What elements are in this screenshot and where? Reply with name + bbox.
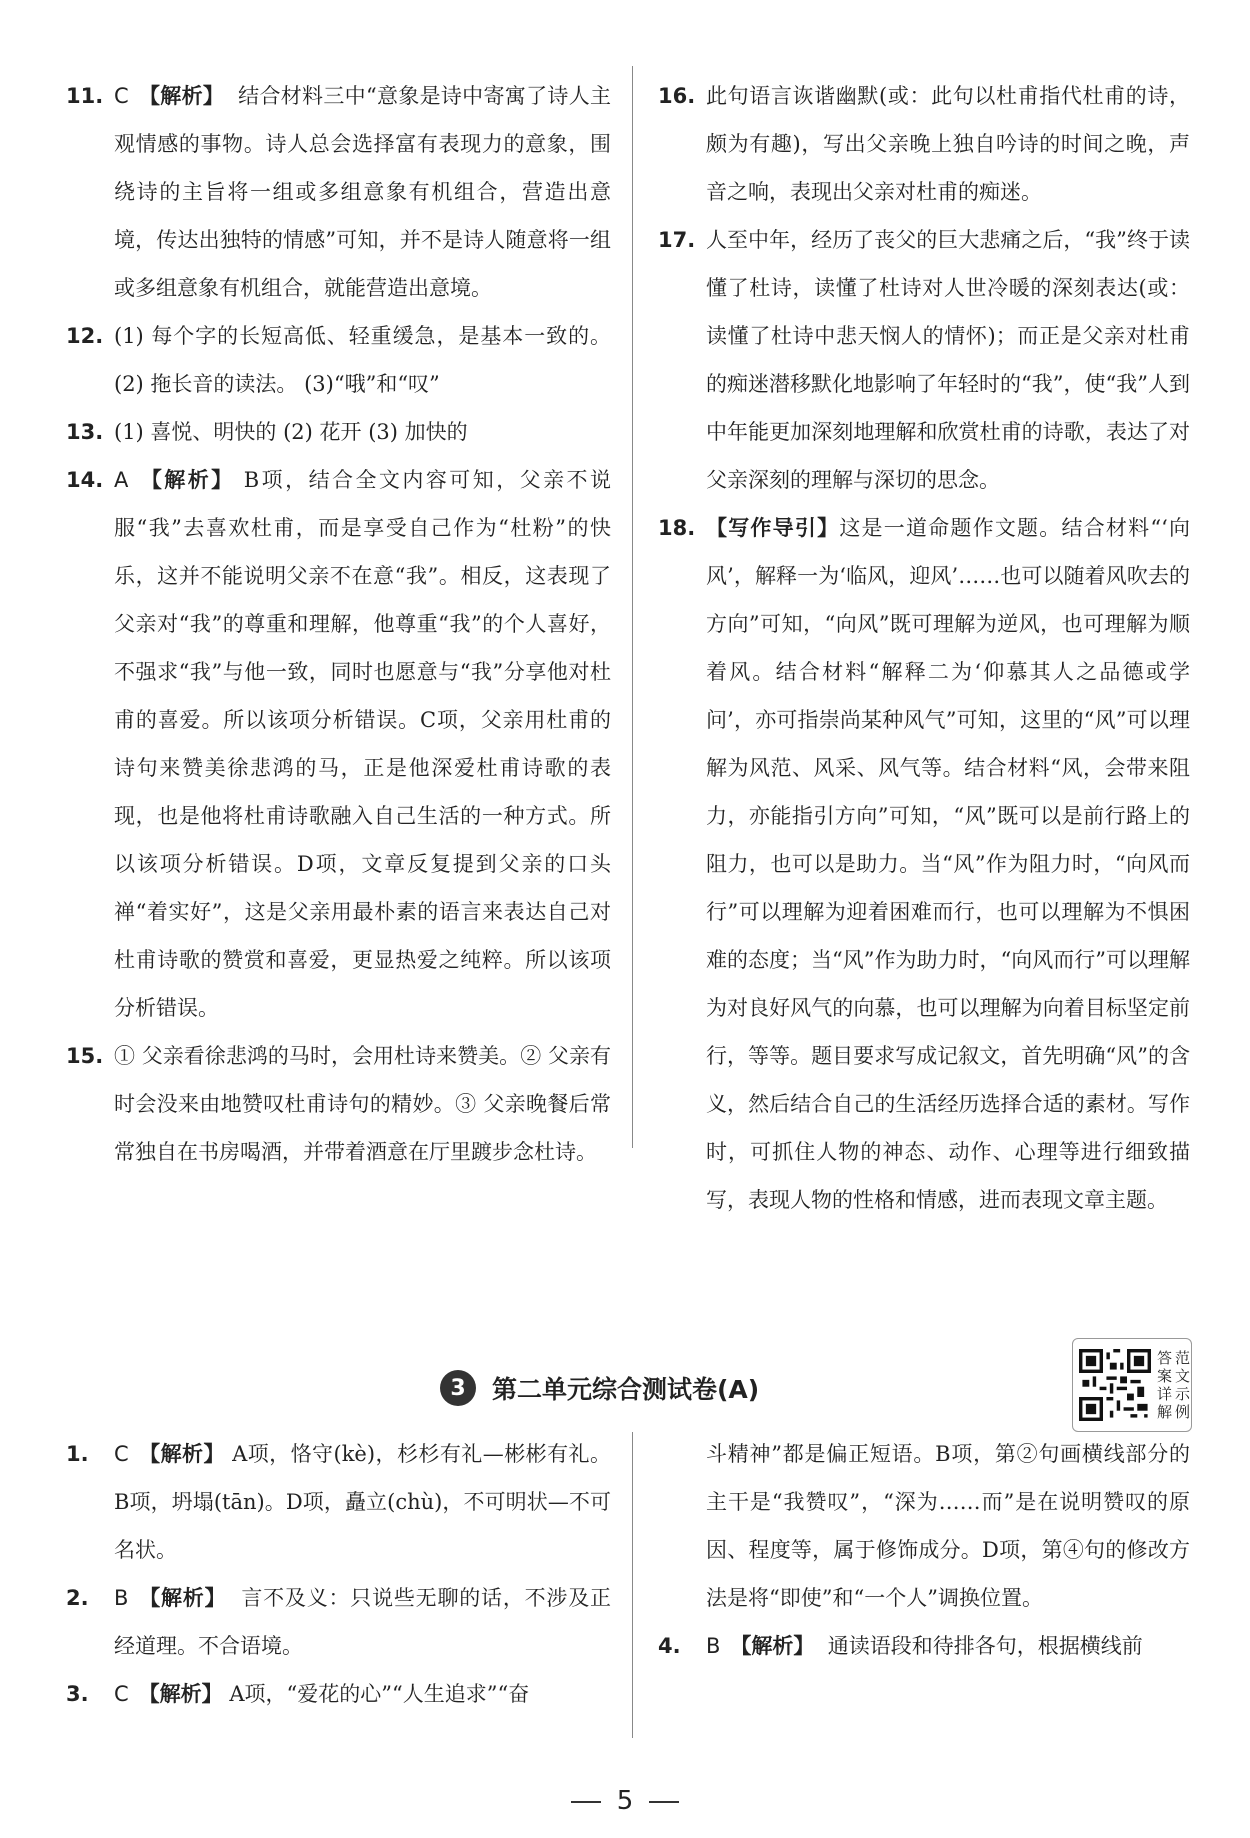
section-header xyxy=(440,1366,759,1410)
analysis-tag: 【解析】 xyxy=(138,1586,227,1610)
column-divider-bottom xyxy=(632,1432,633,1738)
right-column-bottom xyxy=(658,1430,1190,1670)
answer-2 xyxy=(66,1574,611,1670)
answer-text: 通读语段和待排各句，根据横线前 xyxy=(827,1634,1143,1658)
left-column-top xyxy=(66,72,611,1176)
answer-14 xyxy=(66,456,611,1032)
qr-label-char: 解 xyxy=(1157,1403,1173,1421)
analysis-tag: 【解析】 xyxy=(138,1442,225,1466)
writing-guide-tag: 【写作导引】 xyxy=(706,516,840,540)
answer-text: 结合材料三中“意象是诗中寄寓 xyxy=(238,84,527,108)
answer-text-rest: 了诗人主观情感的事物。诗人总会选择富有表现力的意象，围绕诗的主旨将一组或多组意象有机组合，营造出意境，传达出独特的情感”可知，并不是诗人随意将一组或多组意象有机组合，就能营造出意境。 xyxy=(114,84,611,300)
analysis-tag: 【解析】 xyxy=(730,1634,815,1658)
question-number: 13. xyxy=(66,420,104,444)
question-number: 3. xyxy=(66,1682,89,1706)
qr-label xyxy=(1157,1349,1191,1421)
question-number: 4. xyxy=(658,1634,681,1658)
answer-18 xyxy=(658,504,1190,1224)
qr-label-char: 示 xyxy=(1175,1385,1191,1403)
answer-11 xyxy=(66,72,611,312)
answer-4 xyxy=(658,1622,1190,1670)
qr-label-char: 文 xyxy=(1175,1367,1191,1385)
qr-label-char: 详 xyxy=(1157,1385,1173,1403)
analysis-tag: 【解析】 xyxy=(138,468,235,492)
question-number: 18. xyxy=(658,516,696,540)
answer-text: 言不及义：只说些无聊的话，不涉及正经道理。不合语境。 xyxy=(114,1586,612,1658)
answer-text: 此句语言诙谐幽默(或：此句以杜甫指代杜甫的诗，颇为有趣)，写出父亲晚上独自吟诗的时间之晚，声音之响，表现出父亲对杜甫的痴迷。 xyxy=(706,84,1190,204)
qr-label-char: 案 xyxy=(1157,1367,1173,1385)
question-number: 11. xyxy=(66,84,104,108)
page-footer xyxy=(0,1786,1250,1816)
answer-letter: B xyxy=(706,1634,721,1658)
section-title: 第二单元综合测试卷(A) xyxy=(492,1375,760,1404)
qr-label-char: 答 xyxy=(1157,1349,1173,1367)
question-number: 15. xyxy=(66,1044,104,1068)
answer-text: (1) 喜悦、明快的 (2) 花开 (3) 加快的 xyxy=(114,420,468,444)
answer-1 xyxy=(66,1430,611,1574)
answer-text: 这是一道命题作文题。结合材料“‘向风’，解释一为‘临风，迎风’……也可以随着风吹去的方向”可知，“向风”既可理解为逆风，也可理解为顺着风。结合材料“解释二为‘仰慕其人之品德或学问’，亦可指崇尚某种风气”可知，这里的“风”可以理解为风范、风采、风气等。结合材料“风，会带来阻力，亦能指引方向”可知，“风”既可以是前行路上的阻力，也可以是助力。当“风”作为阻力时，“向风而行”可以理解为迎着困难而行，也可以理解为不惧困难的态度；当“风”作为助力时，“向风而行”可以理解为对良好风气的向慕，也可以理解为向着目标坚定前行，等等。题目要求写成记叙文，首先明确“风”的含义，然后结合自己的生活经历选择合适的素材。写作时，可抓住人物的神态、动作、心理等进行细致描写，表现人物的性格和情感，进而表现文章主题。 xyxy=(706,516,1190,1212)
answer-text: B项，结合全文内容可知，父亲不说服“我”去喜欢杜甫，而是享受自己作为“杜粉”的快乐，这并不能说明父亲不在意“我”。相反，这表现了父亲对“我”的尊重和理解，他尊重“我”的个人喜好，不强求“我”与他一致，同时也愿意与“我”分享他对杜甫的喜爱。所以该项分析错误。C项，父亲用杜甫的诗句来赞美徐悲鸿的马，正是他深爱杜甫诗歌的表现，也是他将杜甫诗歌融入自己生活的一种方式。所以该项分析错误。D项，文章反复提到父亲的口头禅“着实好”，这是父亲用最朴素的语言来表达自己对杜甫诗歌的赞赏和喜爱，更显热爱之纯粹。所以该项分析错误。 xyxy=(114,468,611,1020)
column-divider-top xyxy=(632,66,633,1148)
answer-text: A项，“爱花的心”“人生追求”“奋 xyxy=(229,1682,530,1706)
qr-label-char: 范 xyxy=(1175,1349,1191,1367)
footer-dash-left xyxy=(571,1801,601,1803)
page-number: 5 xyxy=(616,1786,634,1816)
answer-text: A项，恪守(kè)，杉杉有礼—彬彬有礼。B项，坍塌(tān)。D项，矗立(chù)，不可明状—不可名状。 xyxy=(114,1442,612,1562)
question-number: 17. xyxy=(658,228,696,252)
qr-label-char: 例 xyxy=(1175,1403,1191,1421)
footer-dash-right xyxy=(649,1801,679,1803)
question-number: 2. xyxy=(66,1586,89,1610)
answer-letter: A xyxy=(114,468,129,492)
section-number-badge: 3 xyxy=(440,1370,476,1406)
answer-text: (1) 每个字的长短高低、轻重缓急，是基本一致的。 (2) 拖长音的读法。 (3)“哦”和“叹” xyxy=(114,324,611,396)
question-number: 12. xyxy=(66,324,104,348)
answer-15 xyxy=(66,1032,611,1176)
answer-3-continued: 斗精神”都是偏正短语。B项，第②句画横线部分的主干是“我赞叹”，“深为……而”是在说明赞叹的原因、程度等，属于修饰成分。D项，第④句的修改方法是将“即使”和“一个人”调换位置。 xyxy=(706,1442,1190,1610)
question-number: 1. xyxy=(66,1442,89,1466)
answer-16 xyxy=(658,72,1190,216)
answer-text: ① 父亲看徐悲鸿的马时，会用杜诗来赞美。② 父亲有时会没来由地赞叹杜甫诗句的精妙。③ 父亲晚餐后常常独自在书房喝酒，并带着酒意在厅里踱步念杜诗。 xyxy=(114,1044,611,1164)
answer-letter: C xyxy=(114,84,129,108)
answer-letter: C xyxy=(114,1682,129,1706)
question-number: 16. xyxy=(658,84,696,108)
answer-text: 人至中年，经历了丧父的巨大悲痛之后，“我”终于读懂了杜诗，读懂了杜诗对人世冷暖的深刻表达(或：读懂了杜诗中悲天悯人的情怀)；而正是父亲对杜甫的痴迷潜移默化地影响了年轻时的“我”，使“我”人到中年能更加深刻地理解和欣赏杜甫的诗歌，表达了对父亲深刻的理解与深切的思念。 xyxy=(706,228,1190,492)
qr-code-box[interactable] xyxy=(1072,1338,1192,1432)
answer-17 xyxy=(658,216,1190,504)
left-column-bottom xyxy=(66,1430,611,1718)
answer-13 xyxy=(66,408,611,456)
right-column-top xyxy=(658,72,1190,1224)
analysis-tag: 【解析】 xyxy=(138,1682,223,1706)
answer-letter: C xyxy=(114,1442,129,1466)
qr-code-icon[interactable] xyxy=(1079,1346,1151,1424)
question-number: 14. xyxy=(66,468,104,492)
answer-12 xyxy=(66,312,611,408)
answer-letter: B xyxy=(114,1586,129,1610)
answer-3 xyxy=(66,1670,611,1718)
analysis-tag: 【解析】 xyxy=(138,84,225,108)
